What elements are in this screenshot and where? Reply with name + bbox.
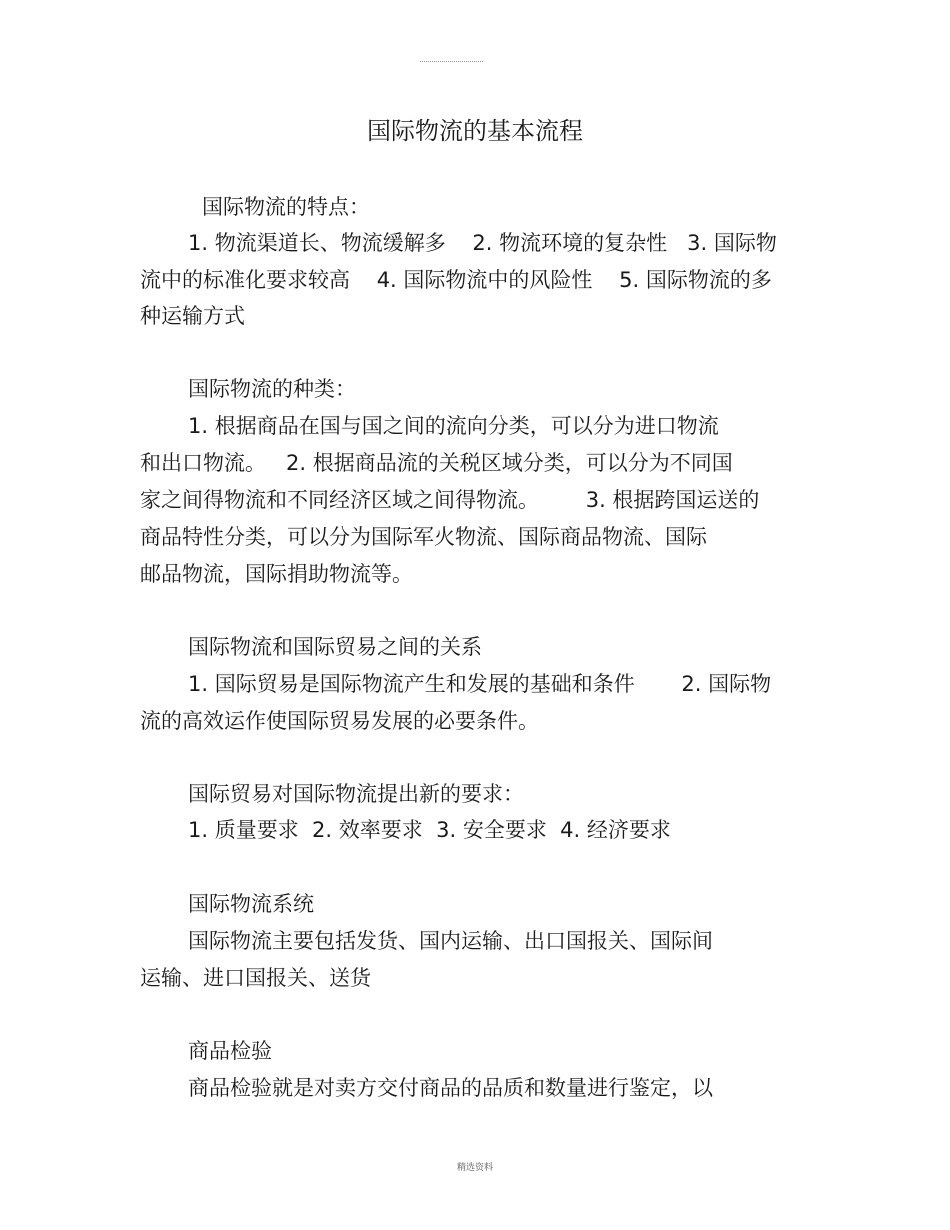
- paragraph-line: 1. 物流渠道长、物流缓解多 2. 物流环境的复杂性 3. 国际物: [188, 231, 777, 255]
- section-heading-system: 国际物流系统: [188, 892, 314, 916]
- paragraph-line: 1. 国际贸易是国际物流产生和发展的基础和条件 2. 国际物: [188, 672, 772, 696]
- paragraph-line: 流的高效运作使国际贸易发展的必要条件。: [140, 709, 539, 733]
- paragraph-line: 家之间得物流和不同经济区域之间得物流。 3. 根据跨国运送的: [140, 488, 760, 512]
- section-heading-inspection: 商品检验: [188, 1039, 272, 1063]
- paragraph-line: 运输、进口国报关、送货: [140, 966, 371, 990]
- paragraph-line: 流中的标准化要求较高 4. 国际物流中的风险性 5. 国际物流的多: [140, 268, 772, 292]
- paragraph-line: 国际物流主要包括发货、国内运输、出口国报关、国际间: [188, 929, 713, 953]
- header-rule: [420, 61, 483, 62]
- page-title: 国际物流的基本流程: [367, 117, 583, 145]
- page-footer: 精选资料: [456, 1163, 493, 1173]
- section-heading-features: 国际物流的特点：: [202, 195, 370, 219]
- paragraph-line: 1. 根据商品在国与国之间的流向分类，可以分为进口物流: [188, 414, 719, 438]
- paragraph-line: 邮品物流，国际捐助物流等。: [140, 562, 413, 586]
- section-heading-requirements: 国际贸易对国际物流提出新的要求：: [188, 782, 524, 806]
- paragraph-line: 和出口物流。 2. 根据商品流的关税区域分类，可以分为不同国: [140, 451, 733, 475]
- paragraph-line: 1. 质量要求 2. 效率要求 3. 安全要求 4. 经济要求: [188, 818, 671, 842]
- paragraph-line: 商品特性分类，可以分为国际军火物流、国际商品物流、国际: [140, 525, 707, 549]
- paragraph-line: 种运输方式: [140, 304, 245, 328]
- section-heading-types: 国际物流的种类：: [188, 377, 356, 401]
- section-heading-relationship: 国际物流和国际贸易之间的关系: [188, 635, 482, 659]
- paragraph-line: 商品检验就是对卖方交付商品的品质和数量进行鉴定，以: [188, 1076, 713, 1100]
